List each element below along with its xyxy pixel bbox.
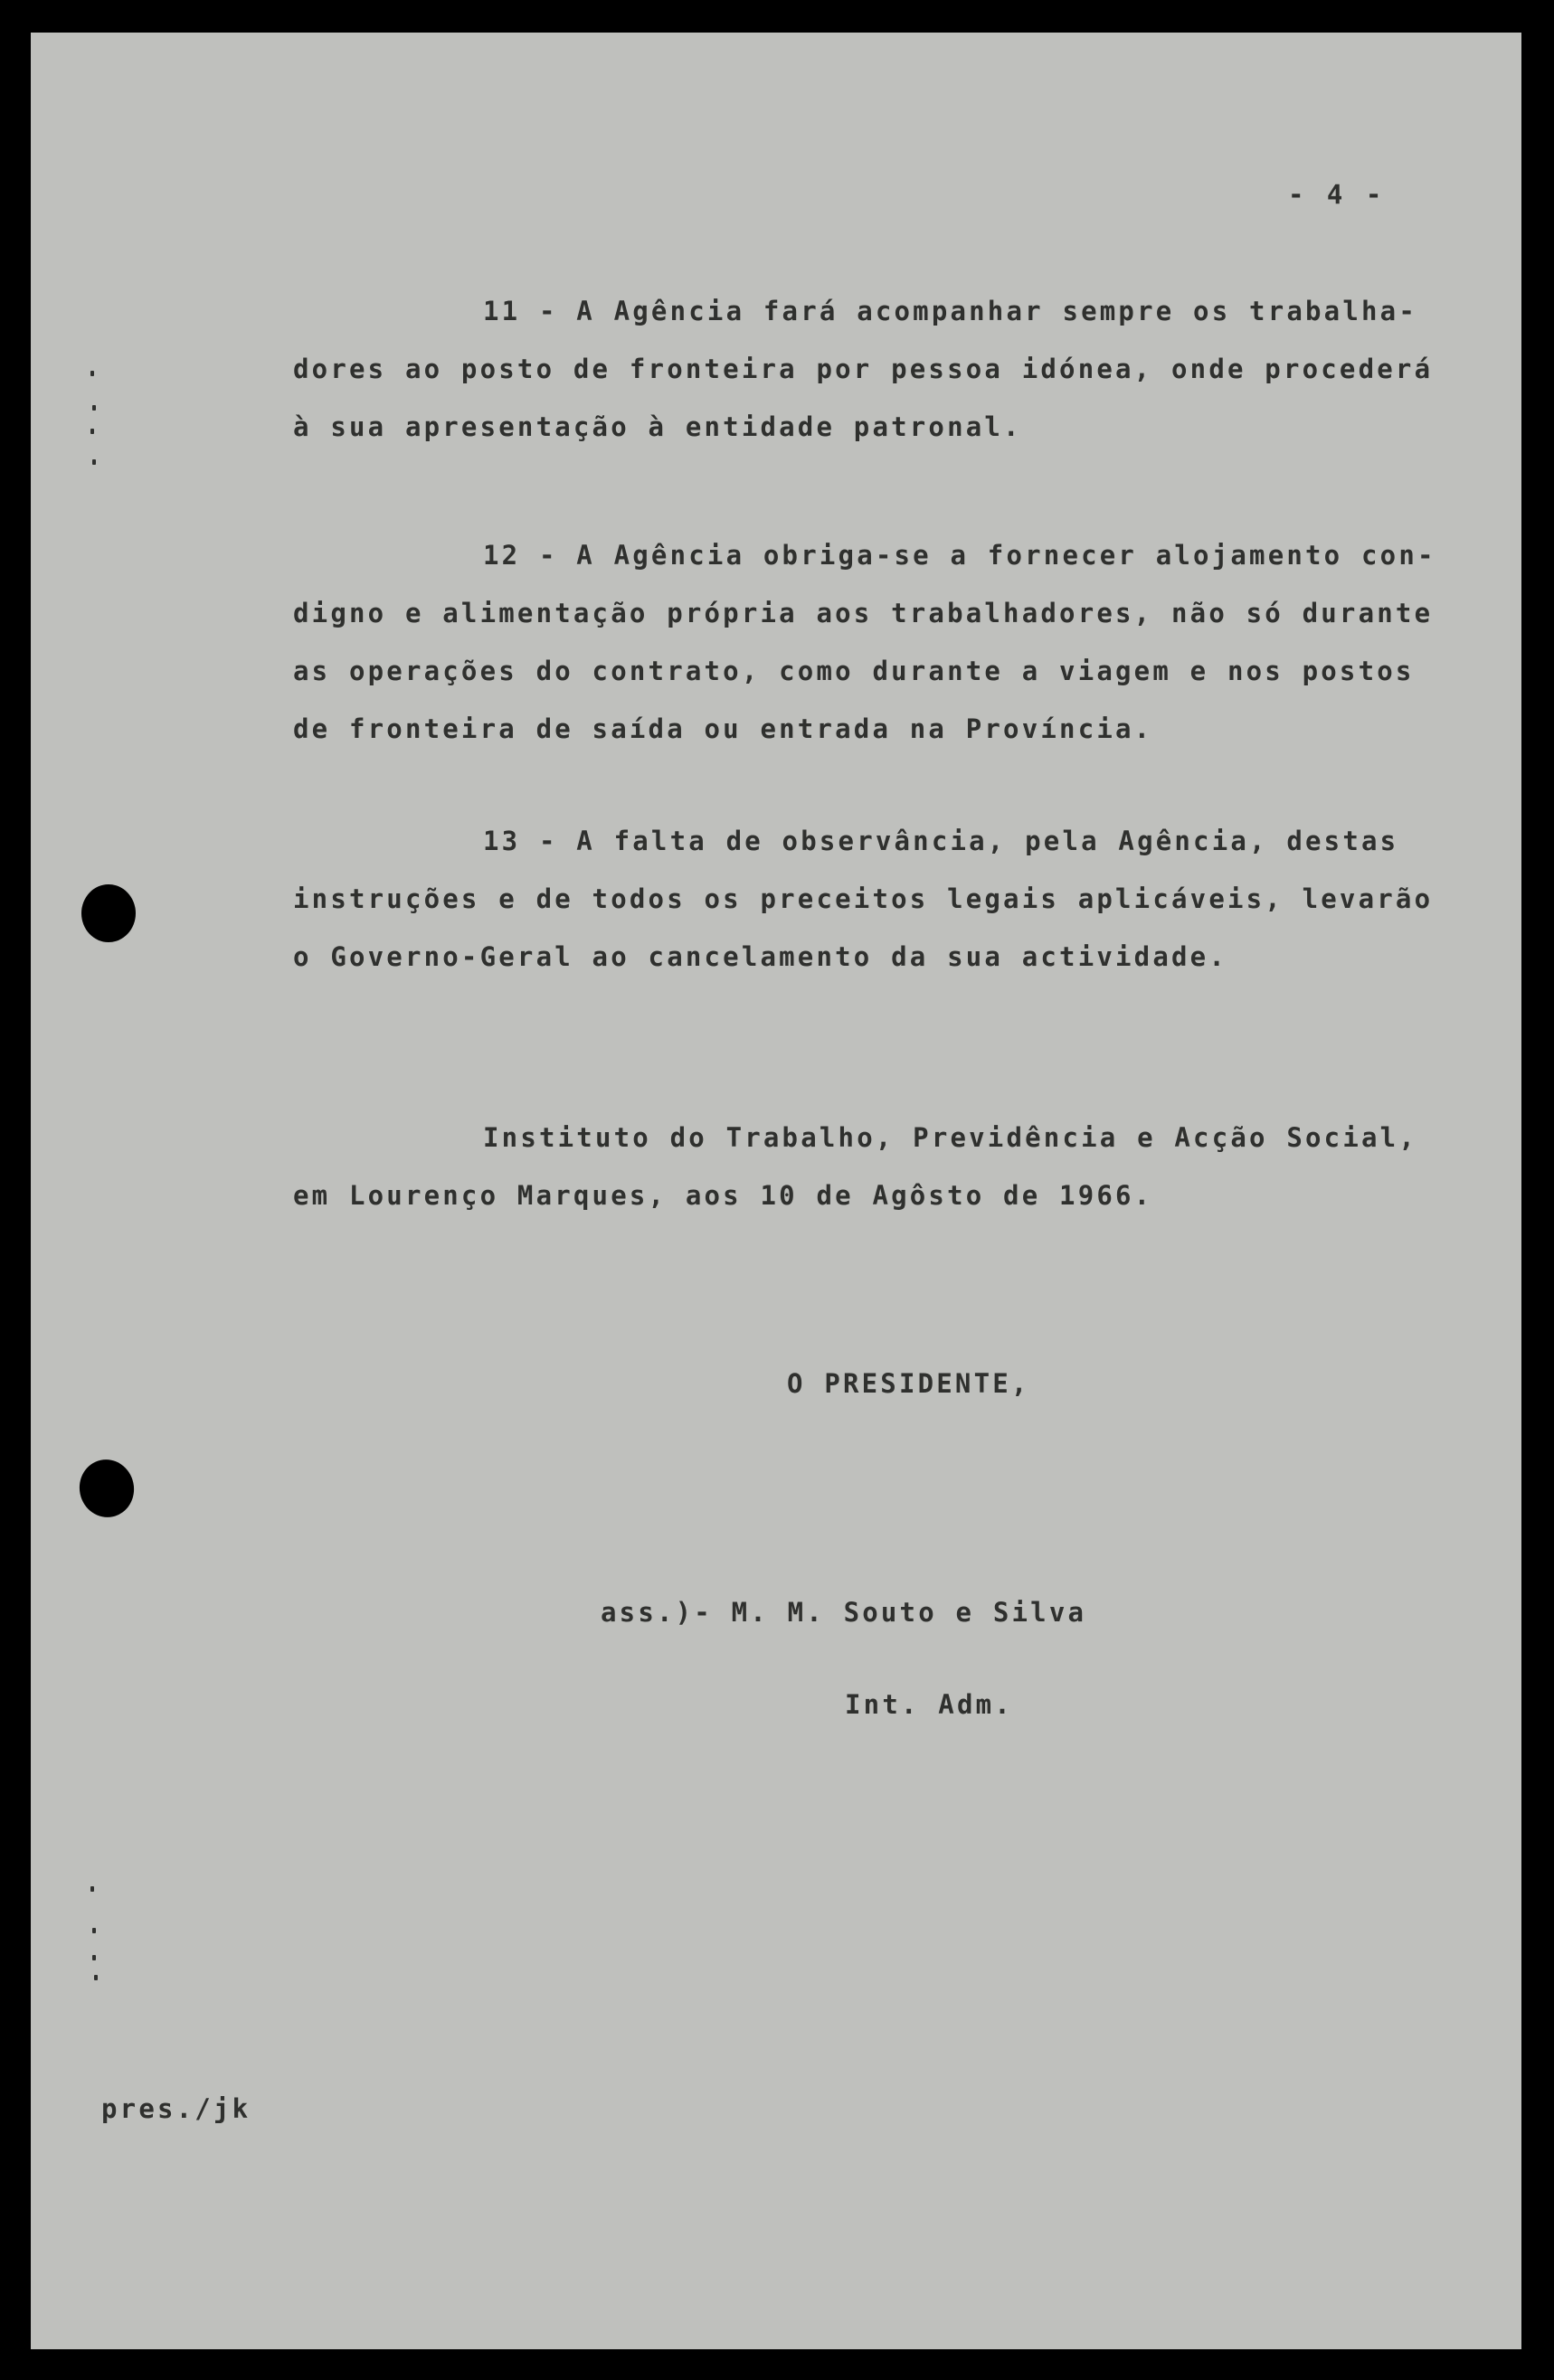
paragraph-line: de fronteira de saída ou entrada na Província. (293, 713, 1153, 744)
paragraph-line: 11 - A Agência fará acompanhar sempre os trabalha- (483, 296, 1417, 326)
place-and-date (293, 1109, 1469, 1224)
paragraph-11 (293, 282, 1469, 456)
speck-mark (94, 1975, 98, 1980)
speck-mark (92, 459, 96, 465)
paragraph-line: digno e alimentação própria aos trabalhadores, não só durante (293, 598, 1434, 628)
paragraph-line: 13 - A falta de observância, pela Agência, destas (483, 826, 1399, 856)
punch-hole (81, 884, 136, 942)
speck-mark (90, 429, 94, 434)
speck-mark (92, 1955, 96, 1960)
signatory-title: Int. Adm. (845, 1689, 1013, 1720)
signature-block (601, 1535, 1086, 1751)
paragraph-12 (293, 526, 1469, 758)
page-number: - 4 - (1288, 179, 1386, 210)
speck-mark (90, 1886, 94, 1892)
paragraph-line: à sua apresentação à entidade patronal. (293, 411, 1022, 442)
place-date-line: Instituto do Trabalho, Previdência e Acção Social, (483, 1122, 1417, 1153)
paragraph-13 (293, 812, 1469, 986)
place-date-line: em Lourenço Marques, aos 10 de Agôsto de 1966. (293, 1180, 1153, 1211)
paragraph-line: instruções e de todos os preceitos legais aplicáveis, levarão (293, 883, 1434, 914)
paragraph-line: as operações do contrato, como durante a viagem e nos postos (293, 656, 1415, 686)
paragraph-line: 12 - A Agência obriga-se a fornecer alojamento con- (483, 540, 1436, 571)
paragraph-line: dores ao posto de fronteira por pessoa idónea, onde procederá (293, 354, 1434, 384)
paragraph-line: o Governo-Geral ao cancelamento da sua actividade. (293, 941, 1227, 972)
signature-line: ass.)- M. M. Souto e Silva (601, 1597, 1087, 1628)
typist-initials: pres./jk (101, 2093, 251, 2124)
speck-mark (90, 371, 94, 376)
speck-mark (92, 1928, 96, 1933)
speck-mark (92, 405, 96, 411)
president-label: O PRESIDENTE, (787, 1368, 1030, 1399)
